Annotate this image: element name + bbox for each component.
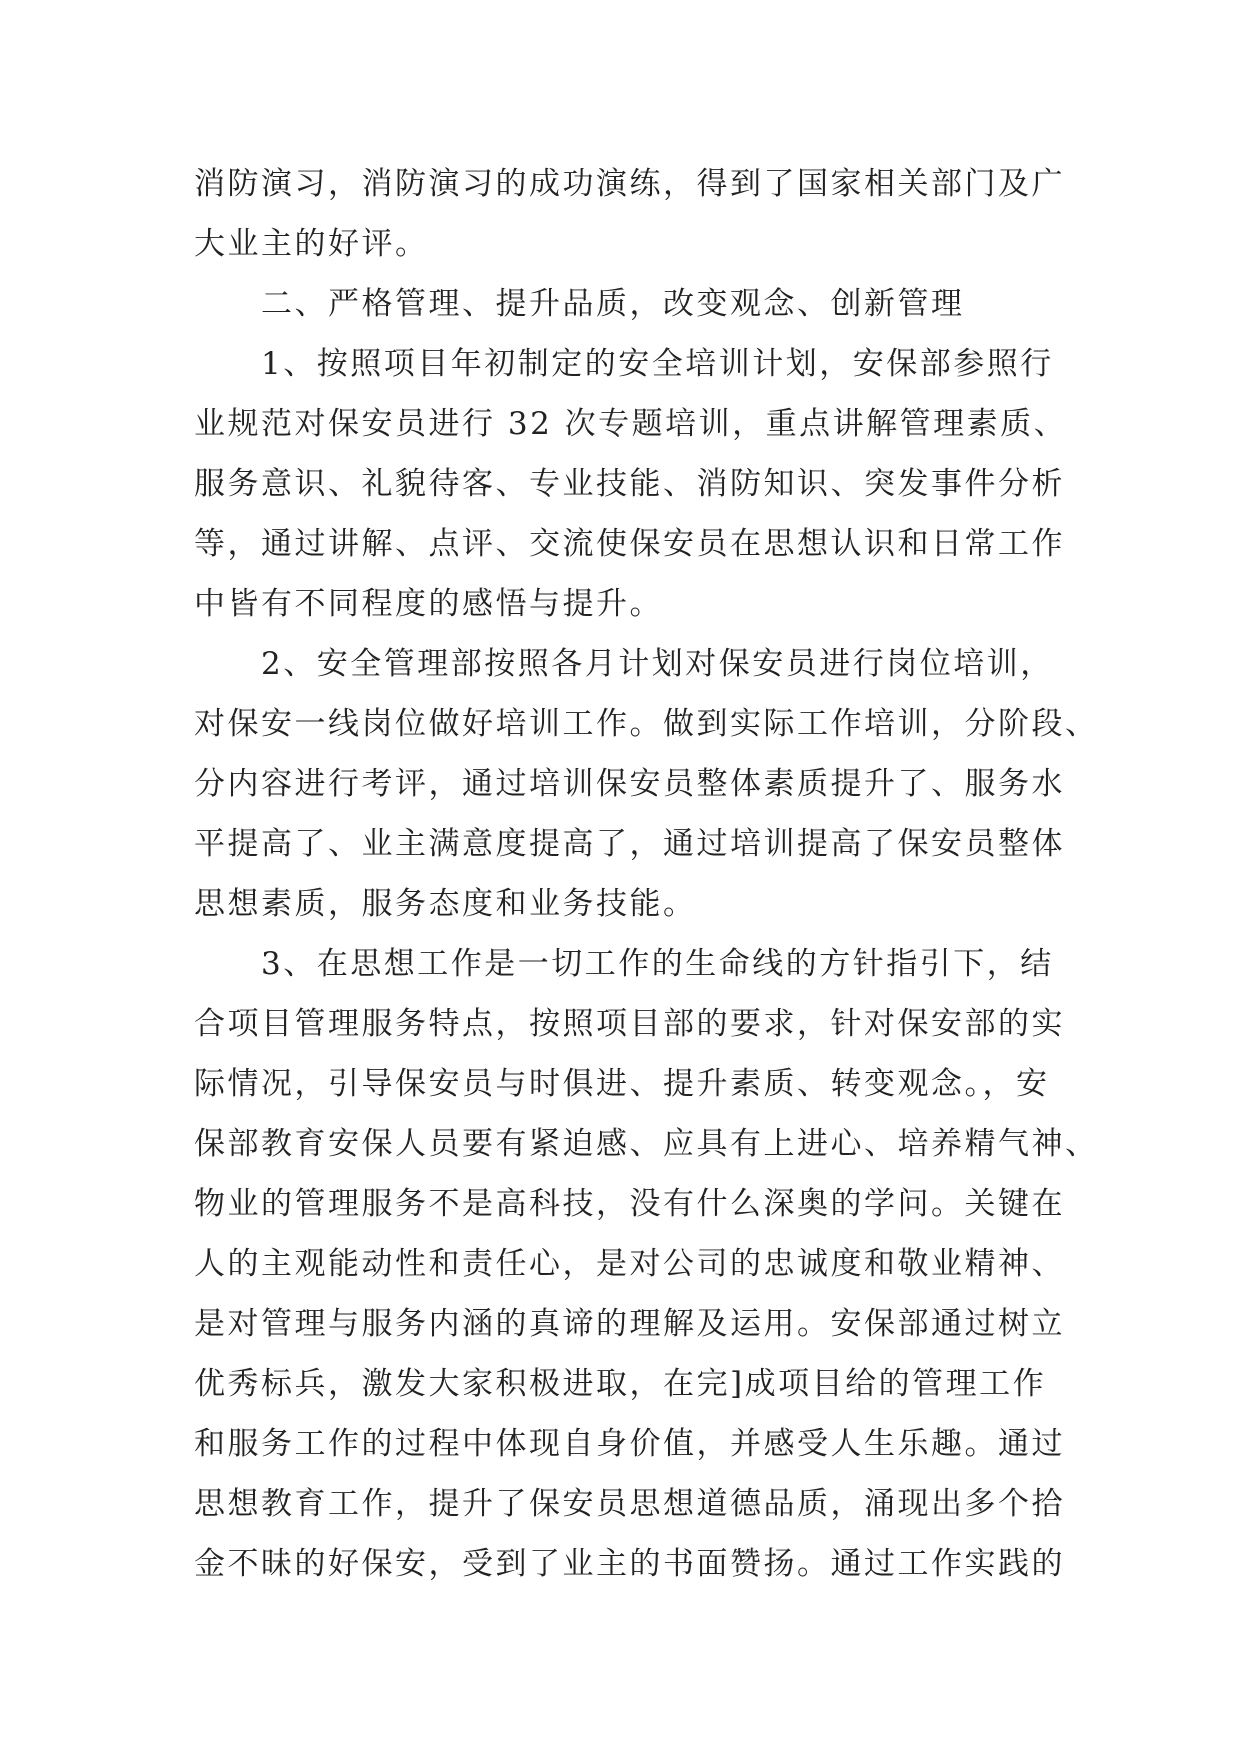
text-line: 对保安一线岗位做好培训工作。做到实际工作培训，分阶段、 (194, 706, 1099, 742)
text-line: 1、按照项目年初制定的安全培训计划，安保部参照行 (194, 346, 1054, 382)
text-line: 业规范对保安员进行 32 次专题培训，重点讲解管理素质、 (194, 406, 1068, 442)
text-line: 金不昧的好保安，受到了业主的书面赞扬。通过工作实践的 (194, 1546, 1065, 1582)
text-line: 平提高了、业主满意度提高了，通过培训提高了保安员整体 (194, 826, 1065, 862)
text-line: 中皆有不同程度的感悟与提升。 (194, 586, 663, 622)
text-line: 分内容进行考评，通过培训保安员整体素质提升了、服务水 (194, 766, 1065, 802)
text-line: 服务意识、礼貌待客、专业技能、消防知识、突发事件分析 (194, 466, 1065, 502)
text-line: 是对管理与服务内涵的真谛的理解及运用。安保部通过树立 (194, 1306, 1065, 1342)
text-line: 大业主的好评。 (194, 226, 429, 262)
document-body (194, 154, 1099, 1594)
text-line: 合项目管理服务特点，按照项目部的要求，针对保安部的实 (194, 1006, 1065, 1042)
text-line: 等，通过讲解、点评、交流使保安员在思想认识和日常工作 (194, 526, 1065, 562)
text-line: 思想素质，服务态度和业务技能。 (194, 886, 697, 922)
text-line: 保部教育安保人员要有紧迫感、应具有上进心、培养精气神、 (194, 1126, 1099, 1162)
text-line: 3、在思想工作是一切工作的生命线的方针指引下，结 (194, 946, 1054, 982)
text-line: 2、安全管理部按照各月计划对保安员进行岗位培训， (194, 646, 1054, 682)
text-line: 优秀标兵，激发大家积极进取，在完]成项目给的管理工作 (194, 1366, 1047, 1402)
section-heading: 二、严格管理、提升品质，改变观念、创新管理 (194, 286, 965, 322)
text-line: 思想教育工作，提升了保安员思想道德品质，涌现出多个拾 (194, 1486, 1065, 1522)
text-line: 人的主观能动性和责任心，是对公司的忠诚度和敬业精神、 (194, 1246, 1065, 1282)
text-line: 消防演习，消防演习的成功演练，得到了国家相关部门及广 (194, 166, 1065, 202)
text-line: 物业的管理服务不是高科技，没有什么深奥的学问。关键在 (194, 1186, 1065, 1222)
text-line: 际情况，引导保安员与时俱进、提升素质、转变观念。，安 (194, 1066, 1050, 1102)
text-line: 和服务工作的过程中体现自身价值，并感受人生乐趣。通过 (194, 1426, 1065, 1462)
